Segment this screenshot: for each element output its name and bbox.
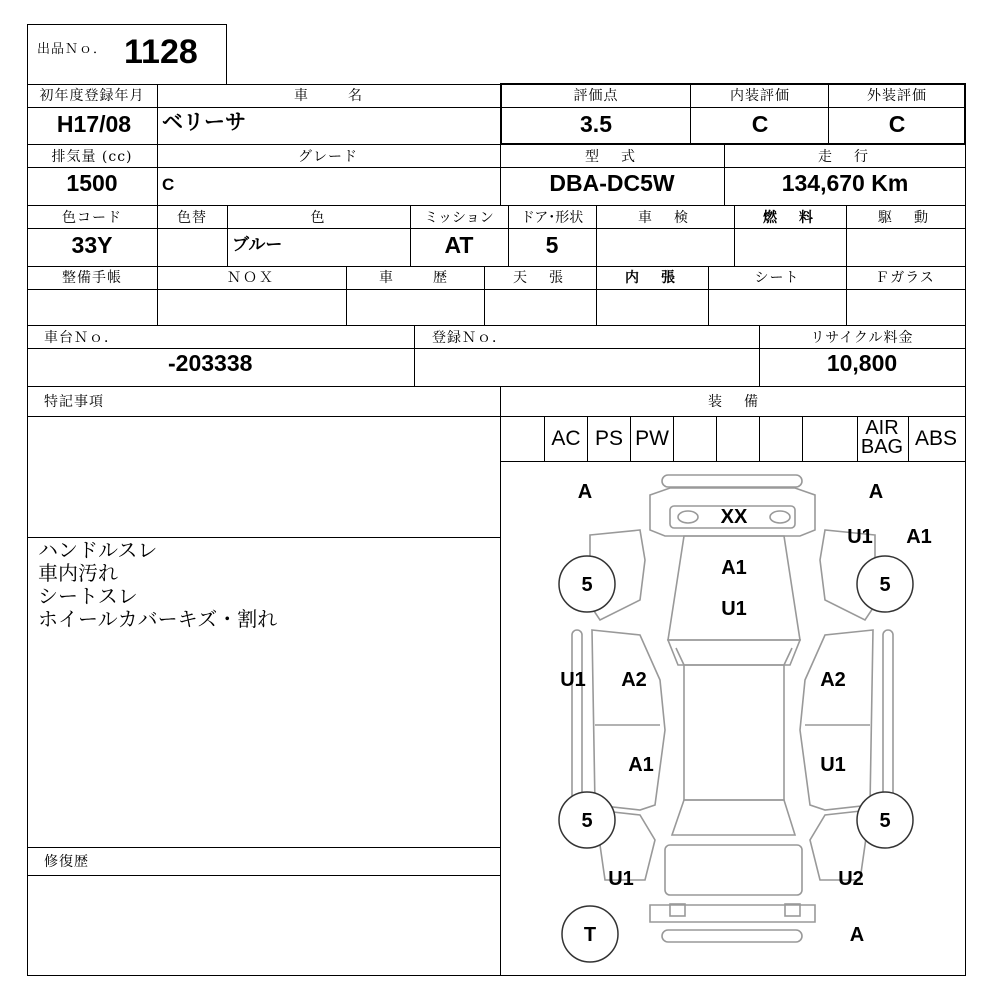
door-shape-value: 5	[545, 232, 559, 258]
grade-value: C	[162, 175, 175, 194]
score-label: 評価点	[573, 88, 619, 104]
damage-code-left-quarter: U1	[608, 868, 634, 890]
lot-number-label: 出品Ｎｏ．	[37, 42, 108, 57]
registration-number-label: 登録Ｎｏ．	[432, 330, 507, 346]
special-notes-label: 特記事項	[44, 394, 104, 410]
repair-history-label: 修復歴	[44, 854, 89, 870]
color-value: ブルー	[232, 235, 283, 255]
model-code-value: DBA-DC5W	[549, 170, 675, 196]
mileage-value: 134,670 Km	[781, 170, 909, 196]
vehicle-history-label: 車 歴	[379, 270, 451, 286]
grade-label: グレード	[298, 149, 358, 165]
tire-left-front: 5	[581, 574, 593, 596]
tire-right-front: 5	[879, 574, 891, 596]
note-line: ハンドルスレ	[38, 538, 158, 562]
service-book-label: 整備手帳	[62, 270, 122, 286]
interior-lining-label: 内 張	[625, 270, 679, 286]
equipment-item-pw: PW	[635, 427, 669, 450]
interior-grade-label: 内装評価	[730, 88, 790, 104]
drive-label: 駆 動	[878, 210, 932, 226]
equipment-label: 装 備	[708, 394, 762, 410]
interior-grade-value: C	[751, 111, 769, 137]
inspection-label: 車 検	[638, 210, 692, 226]
damage-code-left-front-door-a2: A2	[621, 669, 647, 691]
score-value: 3.5	[580, 111, 612, 137]
car-name-label: 車 名	[294, 88, 366, 104]
seat-label: シート	[754, 270, 800, 286]
color-code-value: 33Y	[71, 232, 113, 258]
note-line: シートスレ	[38, 584, 138, 608]
equipment-item-abs: ABS	[914, 427, 958, 450]
transmission-value: AT	[444, 232, 474, 258]
equipment-item-ac: AC	[551, 427, 581, 450]
damage-code-rear-bumper: A	[849, 924, 865, 946]
exterior-grade-label: 外装評価	[867, 88, 927, 104]
damage-code-front-bumper-left: A	[577, 481, 593, 503]
damage-code-front-bumper-right: A	[868, 481, 884, 503]
damage-code-hood-a1: A1	[721, 557, 747, 579]
recycle-fee-value: 10,800	[826, 350, 898, 376]
spare-tire: T	[583, 924, 597, 946]
note-line: 車内汚れ	[38, 561, 118, 585]
displacement-label: 排気量 (cc)	[51, 149, 133, 165]
lot-number: 1128	[124, 33, 198, 71]
damage-code-left-front-door-u1: U1	[560, 669, 586, 691]
exterior-grade-value: C	[888, 111, 906, 137]
first-registration-label: 初年度登録年月	[39, 88, 145, 104]
nox-label: ＮＯＸ	[227, 270, 275, 286]
equipment-item-ps: PS	[594, 427, 624, 450]
first-registration-value: H17/08	[56, 111, 132, 137]
fuel-label: 燃 料	[763, 210, 817, 226]
damage-code-right-front-corner: A1	[906, 526, 932, 548]
model-code-label: 型 式	[585, 149, 639, 165]
chassis-number-label: 車台Ｎｏ．	[44, 330, 119, 346]
color-label: 色	[310, 210, 326, 226]
damage-code-right-front-fender: U1	[847, 526, 873, 548]
tire-right-rear: 5	[879, 810, 891, 832]
front-glass-label: Ｆガラス	[875, 270, 935, 286]
damage-code-grille: XX	[720, 506, 748, 528]
equipment-item-airbag: AIR BAG	[860, 417, 904, 458]
chassis-number-value: -203338	[168, 350, 253, 376]
roof-lining-label: 天 張	[513, 270, 567, 286]
recycle-fee-label: リサイクル料金	[810, 330, 914, 346]
note-line: ホイールカバーキズ・割れ	[38, 607, 278, 631]
car-name-value: ベリーサ	[162, 110, 246, 134]
color-code-label: 色コード	[62, 210, 122, 226]
damage-code-right-front-door: A2	[820, 669, 846, 691]
mileage-label: 走 行	[818, 149, 872, 165]
displacement-value: 1500	[66, 170, 118, 196]
transmission-label: ミッション	[424, 210, 494, 226]
repaint-label: 色替	[177, 210, 207, 226]
tire-left-rear: 5	[581, 810, 593, 832]
damage-code-right-rear-door: U1	[820, 754, 846, 776]
door-shape-label: ドア･形状	[520, 210, 584, 226]
damage-code-right-quarter: U2	[838, 868, 864, 890]
damage-code-hood-u1: U1	[721, 598, 747, 620]
damage-code-left-rear-door: A1	[628, 754, 654, 776]
